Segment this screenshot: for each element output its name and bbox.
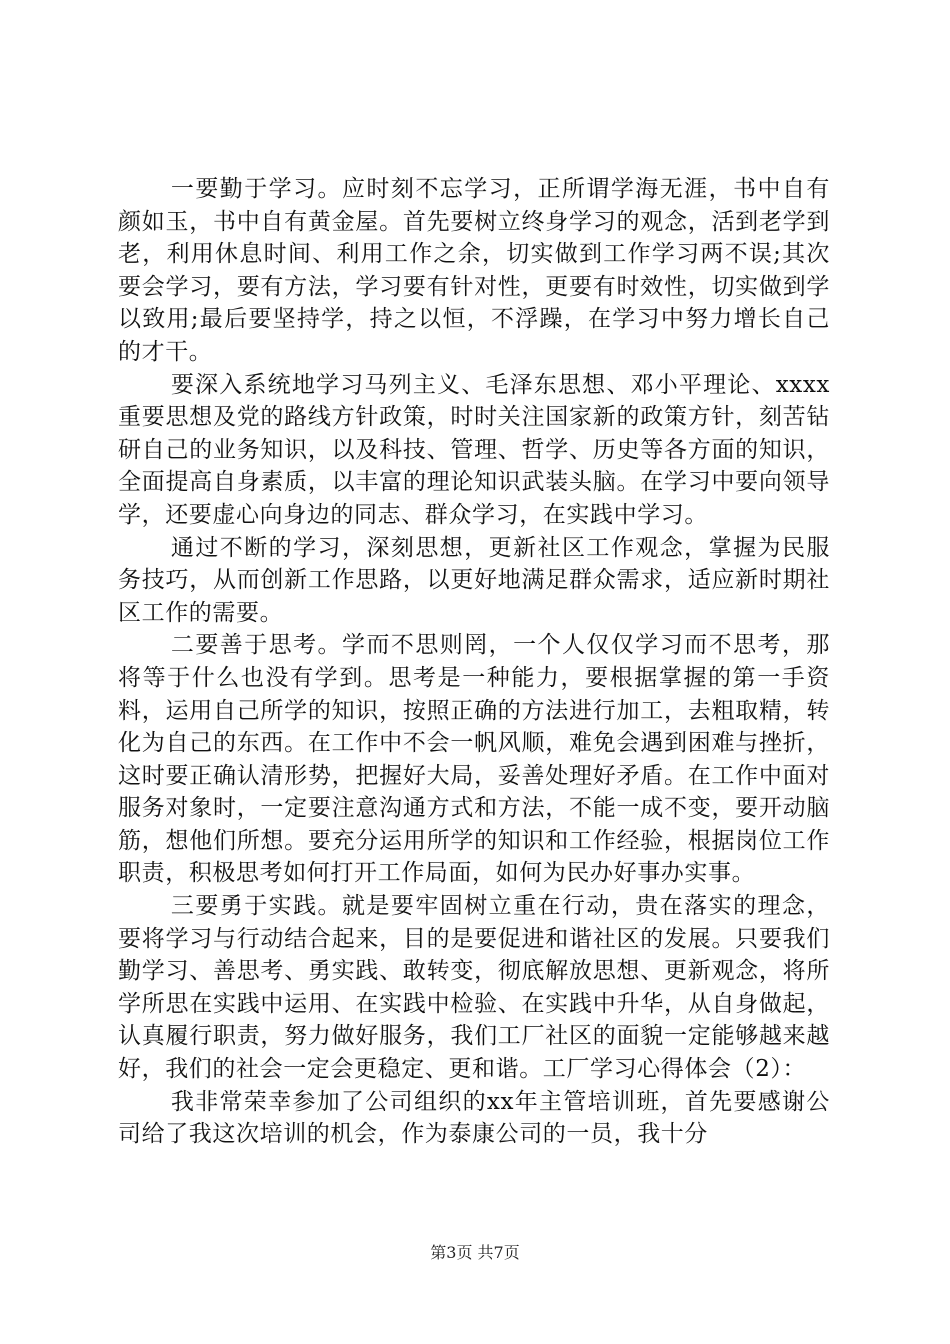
page-footer: 第3页 共7页 <box>430 1243 520 1262</box>
paragraph-3: 通过不断的学习，深刻思想，更新社区工作观念，掌握为民服务技巧，从而创新工作思路，以更好地满足群众需求，适应新时期社区工作的需要。 <box>118 534 830 626</box>
document-body <box>118 173 830 1151</box>
paragraph-1: 一要勤于学习。应时刻不忘学习，正所谓学海无涯，书中自有颜如玉，书中自有黄金屋。首先要树立终身学习的观念，活到老学到老，利用休息时间、利用工作之余，切实做到工作学习两不误;其次要会学习，要有方法，学习要有针对性，更要有时效性，切实做到学以致用;最后要坚持学，持之以恒，不浮躁，在学习中努力增长自己的才干。 <box>118 176 830 365</box>
paragraph-2: 要深入系统地学习马列主义、毛泽东思想、邓小平理论、xxxx重要思想及党的路线方针政策，时时关注国家新的政策方针，刻苦钻研自己的业务知识，以及科技、管理、哲学、历史等各方面的知识，全面提高自身素质，以丰富的理论知识武装头脑。在学习中要向领导学，还要虚心向身边的同志、群众学习，在实践中学习。 <box>118 371 830 528</box>
paragraph-4: 二要善于思考。学而不思则罔，一个人仅仅学习而不思考，那将等于什么也没有学到。思考是一种能力，要根据掌握的第一手资料，运用自己所学的知识，按照正确的方法进行加工，去粗取精，转化为自己的东西。在工作中不会一帆风顺，难免会遇到困难与挫折，这时要正确认清形势，把握好大局，妥善处理好矛盾。在工作中面对服务对象时，一定要注意沟通方式和方法，不能一成不变，要开动脑筋，想他们所想。要充分运用所学的知识和工作经验，根据岗位工作职责，积极思考如何打开工作局面，如何为民办好事办实事。 <box>118 632 830 887</box>
paragraph-5: 三要勇于实践。就是要牢固树立重在行动，贵在落实的理念，要将学习与行动结合起来，目的是要促进和谐社区的发展。只要我们勤学习、善思考、勇实践、敢转变，彻底解放思想、更新观念，将所学所思在实践中运用、在实践中检验、在实践中升华，从自身做起，认真履行职责，努力做好服务，我们工厂社区的面貌一定能够越来越好，我们的社会一定会更稳定、更和谐。工厂学习心得体会（2）： <box>118 893 830 1083</box>
paragraph-6: 我非常荣幸参加了公司组织的xx年主管培训班，首先要感谢公司给了我这次培训的机会，作为泰康公司的一员，我十分 <box>118 1088 830 1148</box>
